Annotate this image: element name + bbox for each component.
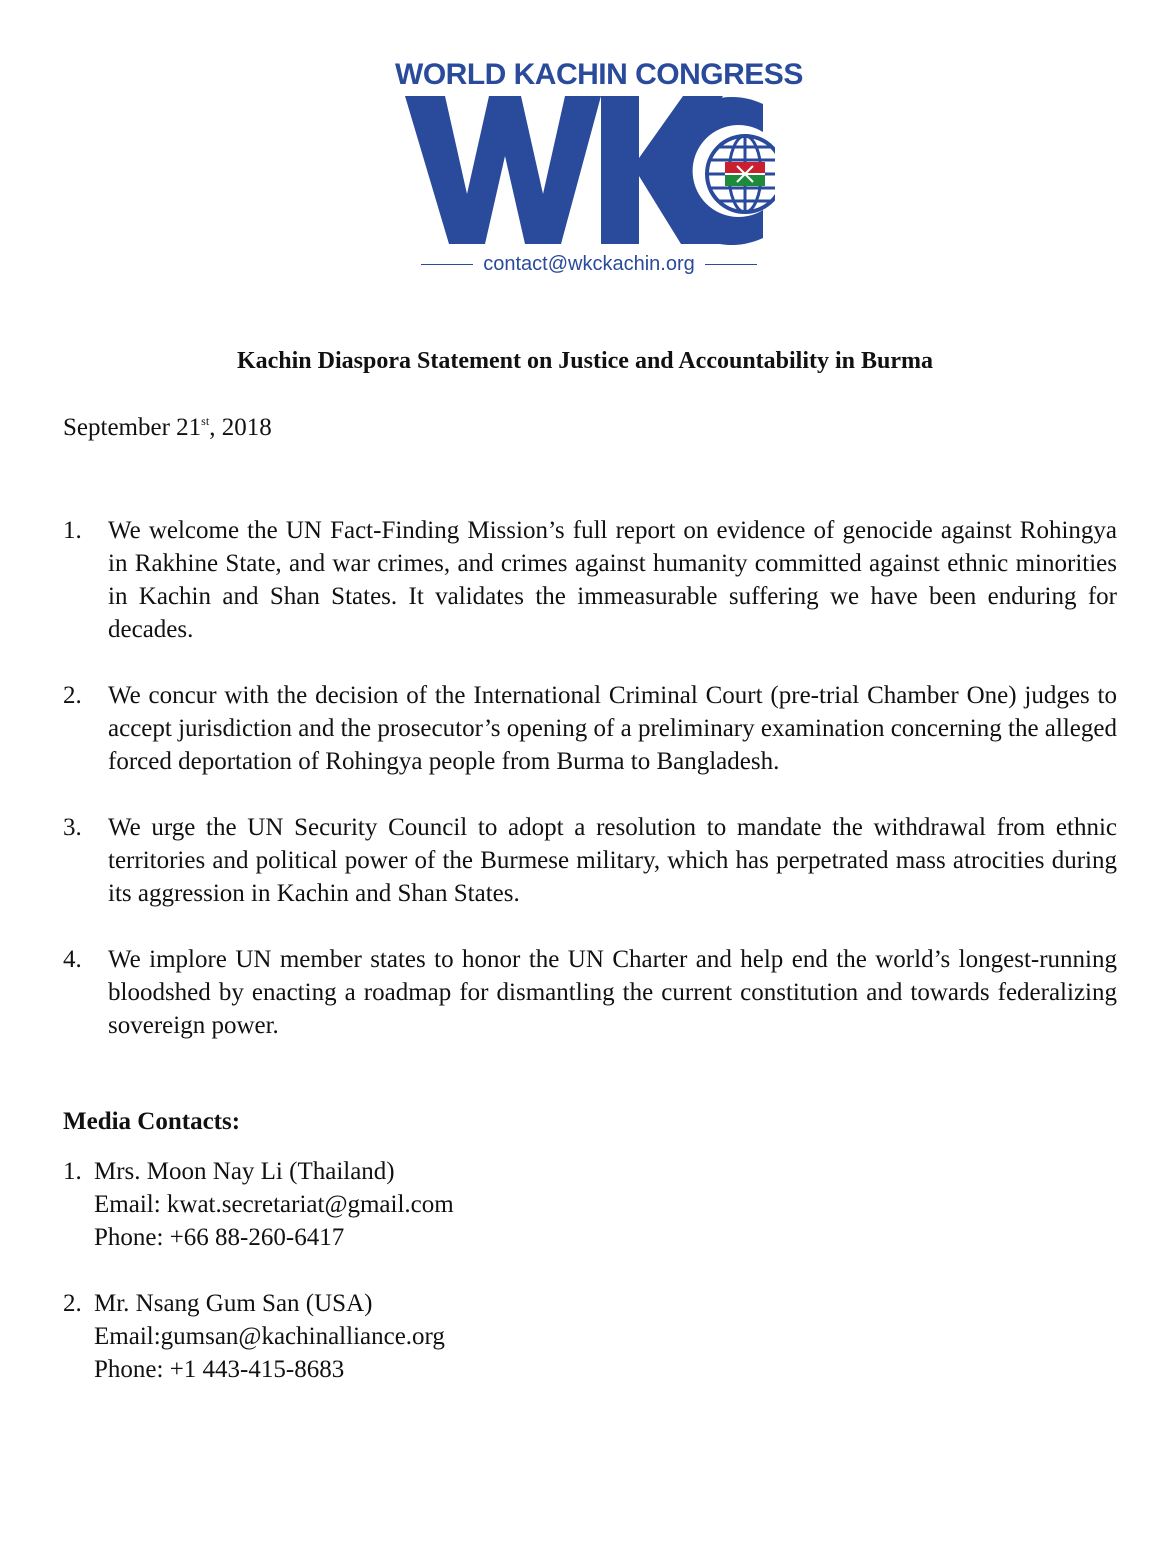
kachin-flag-icon [725,162,765,186]
date-suffix: st [201,414,210,428]
logo-letter-w [405,96,601,244]
contact-name: Mr. Nsang Gum San (USA) [94,1290,373,1317]
contact-number: 1. [63,1158,82,1185]
statement-item [63,811,1117,910]
contact-phone: Phone: +66 88-260-6417 [94,1224,345,1251]
statement-text: We concur with the decision of the International Criminal Court (pre-trial Chamber One) judges to accept jurisdiction and the prosecutor’s opening of a preliminary examination concerning the alleged forced deportation of Rohingya people from Burma to Bangladesh. [108,682,1117,775]
statement-number: 4. [63,946,82,973]
logo-divider-right [705,264,757,265]
wkc-logo [395,58,803,280]
contact-name: Mrs. Moon Nay Li (Thailand) [94,1158,395,1185]
globe-icon [707,136,775,212]
document-date [63,414,272,442]
media-contact-item [63,1287,763,1386]
statement-text: We urge the UN Security Council to adopt a resolution to mandate the withdrawal from ethnic territories and political power of the Burmese military, which has perpetrated mass atrocities during its aggression in Kachin and Shan States. [108,814,1117,907]
media-contact-item [63,1155,763,1254]
statement-text: We implore UN member states to honor the UN Charter and help end the world’s longest-running bloodshed by enacting a roadmap for dismantling the current constitution and towards federalizing sovereign power. [108,946,1117,1039]
statement-item [63,943,1117,1042]
statement-item [63,514,1117,646]
logo-contact-row [413,250,765,278]
media-contacts-heading: Media Contacts: [63,1108,241,1135]
contact-email: Email: kwat.secretariat@gmail.com [94,1191,454,1218]
statement-number: 2. [63,682,82,709]
logo-divider-left [421,264,473,265]
contact-email: Email:gumsan@kachinalliance.org [94,1323,445,1350]
logo-contact-email: contact@wkckachin.org [483,252,695,275]
contact-phone: Phone: +1 443-415-8683 [94,1356,345,1383]
media-contacts-list [63,1155,763,1419]
statement-number: 1. [63,517,82,544]
statement-text: We welcome the UN Fact-Finding Mission’s full report on evidence of genocide against Rohingya in Rakhine State, and war crimes, and crimes against humanity committed against ethnic minorities in Kachin and Shan States. It validates the immeasurable suffering we have been enduring for decades. [108,517,1117,643]
document-title: Kachin Diaspora Statement on Justice and Accountability in Burma [236,348,934,374]
date-prefix: September 21 [63,414,202,441]
statement-number: 3. [63,814,82,841]
date-year: , 2018 [209,414,272,441]
statement-list [63,514,1117,1075]
wkc-logo-mark [405,96,775,246]
logo-org-name: WORLD KACHIN CONGRESS [395,58,803,91]
contact-number: 2. [63,1290,82,1317]
statement-item [63,679,1117,778]
